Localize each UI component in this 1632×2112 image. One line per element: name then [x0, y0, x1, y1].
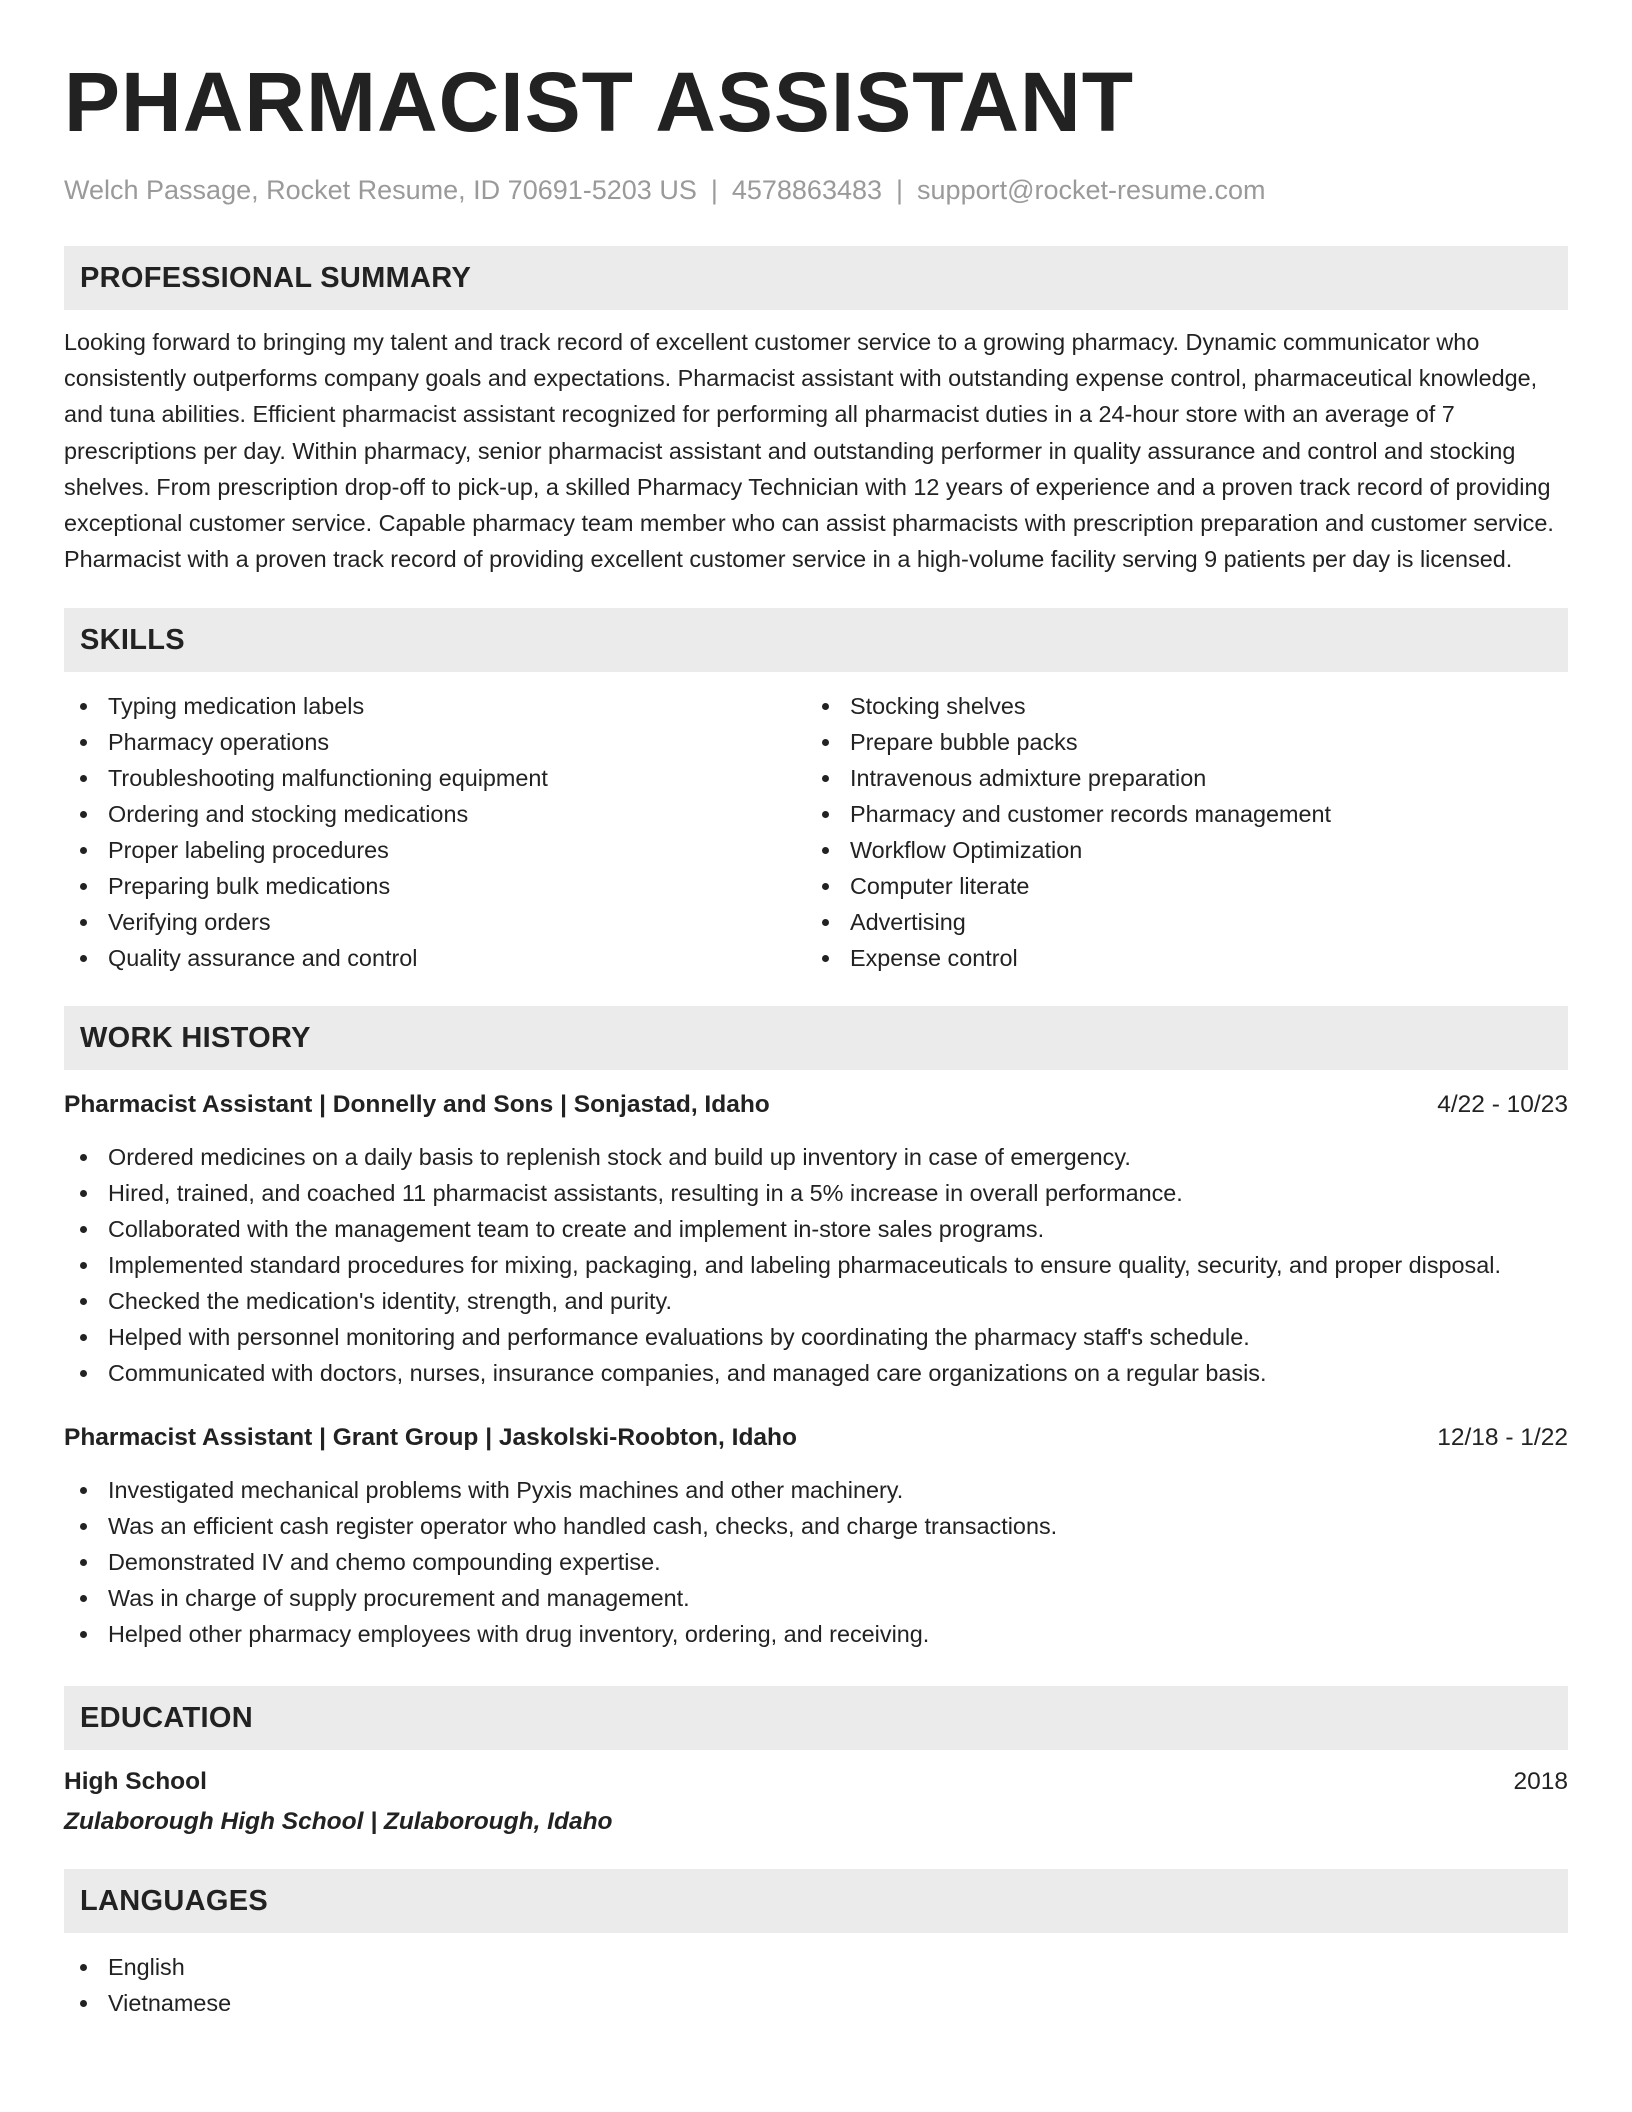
- job-entry: [64, 1421, 1568, 1652]
- section-header-work-history: WORK HISTORY: [64, 1006, 1568, 1070]
- section-header-summary: PROFESSIONAL SUMMARY: [64, 246, 1568, 310]
- skill-item: Pharmacy operations: [64, 724, 806, 760]
- skill-item: Advertising: [806, 904, 1548, 940]
- job-header: [64, 1088, 1568, 1122]
- contact-separator: |: [896, 175, 904, 205]
- job-bullet: Collaborated with the management team to create and implement in-store sales programs.: [64, 1211, 1568, 1247]
- job-bullet: Was an efficient cash register operator who handled cash, checks, and charge transactions.: [64, 1508, 1568, 1544]
- skill-item: Preparing bulk medications: [64, 868, 806, 904]
- job-bullet: Checked the medication's identity, strength, and purity.: [64, 1283, 1568, 1319]
- education-school: Zulaborough High School | Zulaborough, Idaho: [64, 1808, 613, 1836]
- job-bullets: [64, 1472, 1568, 1652]
- skill-item: Pharmacy and customer records management: [806, 796, 1548, 832]
- job-bullet: Hired, trained, and coached 11 pharmacist assistants, resulting in a 5% increase in overall performance.: [64, 1175, 1568, 1211]
- language-item: English: [64, 1949, 1568, 1985]
- education-year: 2018: [1513, 1768, 1568, 1796]
- skill-item: Prepare bubble packs: [806, 724, 1548, 760]
- education-header: [64, 1765, 1568, 1799]
- skill-item: Workflow Optimization: [806, 832, 1548, 868]
- section-header-education: EDUCATION: [64, 1686, 1568, 1750]
- skill-item: Intravenous admixture preparation: [806, 760, 1548, 796]
- contact-address: Welch Passage, Rocket Resume, ID 70691-5203 US: [64, 175, 697, 205]
- skill-item: Computer literate: [806, 868, 1548, 904]
- contact-separator: |: [710, 175, 718, 205]
- job-bullet: Helped with personnel monitoring and performance evaluations by coordinating the pharmacy staff's schedule.: [64, 1319, 1568, 1355]
- job-bullet: Ordered medicines on a daily basis to replenish stock and build up inventory in case of emergency.: [64, 1139, 1568, 1175]
- candidate-name: PHARMACIST ASSISTANT: [64, 55, 1134, 149]
- contact-line: [64, 172, 1568, 208]
- contact-phone: 4578863483: [731, 175, 883, 205]
- skill-item: Troubleshooting malfunctioning equipment: [64, 760, 806, 796]
- job-bullet: Investigated mechanical problems with Pyxis machines and other machinery.: [64, 1472, 1568, 1508]
- job-heading: Pharmacist Assistant | Grant Group | Jaskolski-Roobton, Idaho: [64, 1424, 797, 1452]
- contact-email: support@rocket-resume.com: [917, 175, 1266, 205]
- languages-list: [64, 1949, 1568, 2021]
- skill-item: Ordering and stocking medications: [64, 796, 806, 832]
- skill-item: Verifying orders: [64, 904, 806, 940]
- skill-item: Stocking shelves: [806, 688, 1548, 724]
- job-bullets: [64, 1139, 1568, 1391]
- skill-item: Quality assurance and control: [64, 940, 806, 976]
- job-bullet: Communicated with doctors, nurses, insurance companies, and managed care organizations on a regular basis.: [64, 1355, 1568, 1391]
- skill-item: Proper labeling procedures: [64, 832, 806, 868]
- skills-grid: [64, 688, 1568, 976]
- education-degree: High School: [64, 1768, 207, 1796]
- job-dates: 4/22 - 10/23: [1437, 1091, 1568, 1119]
- section-header-languages: LANGUAGES: [64, 1869, 1568, 1933]
- language-item: Vietnamese: [64, 1985, 1568, 2021]
- skills-right-list: [806, 688, 1548, 976]
- job-bullet: Was in charge of supply procurement and management.: [64, 1580, 1568, 1616]
- job-heading: Pharmacist Assistant | Donnelly and Sons | Sonjastad, Idaho: [64, 1091, 770, 1119]
- job-dates: 12/18 - 1/22: [1437, 1424, 1568, 1452]
- skill-item: Typing medication labels: [64, 688, 806, 724]
- job-bullet: Helped other pharmacy employees with drug inventory, ordering, and receiving.: [64, 1616, 1568, 1652]
- job-header: [64, 1421, 1568, 1455]
- job-bullet: Implemented standard procedures for mixing, packaging, and labeling pharmaceuticals to ensure quality, security, and proper disposal.: [64, 1247, 1568, 1283]
- skills-left-list: [64, 688, 806, 976]
- summary-text: Looking forward to bringing my talent and track record of excellent customer service to a growing pharmacy. Dynamic communicator who consistently outperforms company goals and expectations. Pharmacist assistant with outstanding expense control, pharmaceutical knowledge, and tuna abilities. Efficient pharmacist assistant recognized for performing all pharmacist duties in a 24-hour store with an average of 7 prescriptions per day. Within pharmacy, senior pharmacist assistant and outstanding performer in quality assurance and control and stocking shelves. From prescription drop-off to pick-up, a skilled Pharmacy Technician with 12 years of experience and a proven track record of providing exceptional customer service. Capable pharmacy team member who can assist pharmacists with prescription preparation and customer service. Pharmacist with a proven track record of providing excellent customer service in a high-volume facility serving 9 patients per day is licensed.: [64, 329, 1554, 573]
- job-entry: [64, 1088, 1568, 1391]
- job-bullet: Demonstrated IV and chemo compounding expertise.: [64, 1544, 1568, 1580]
- education-entry: [64, 1765, 1568, 1839]
- skill-item: Expense control: [806, 940, 1548, 976]
- section-header-skills: SKILLS: [64, 608, 1568, 672]
